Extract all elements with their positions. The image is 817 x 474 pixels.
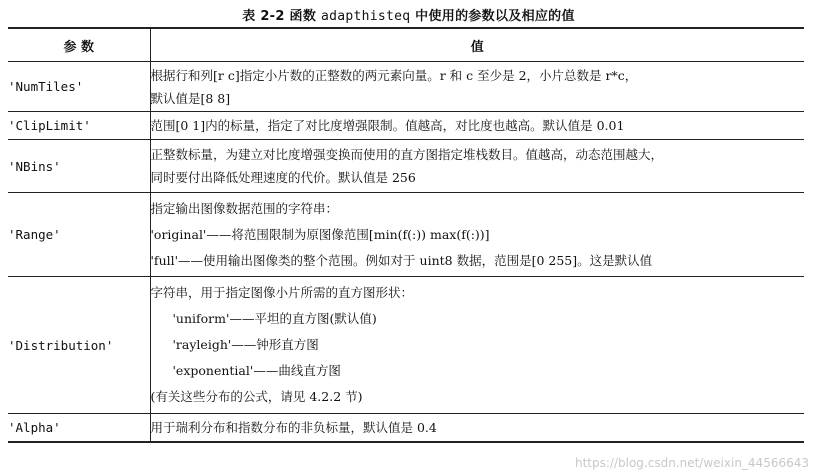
value-line: 'uniform'——平坦的直方图(默认值)	[172, 311, 377, 326]
param-value	[150, 193, 804, 277]
table-row	[8, 112, 804, 140]
header-param: 参 数	[8, 28, 150, 62]
table-row	[8, 193, 804, 277]
value-line: 'full'——使用输出图像类的整个范围。例如对于 uint8 数据，范围是[0 255]。这是默认值	[150, 252, 653, 268]
value-line: 'original'——将范围限制为原图像范围[min(f(:)) max(f(:))]	[150, 226, 490, 242]
param-value	[150, 414, 804, 442]
param-name: 'Alpha'	[8, 414, 150, 442]
param-value	[150, 62, 804, 112]
param-name: 'NumTiles'	[8, 62, 150, 112]
param-value	[150, 140, 804, 193]
table-caption	[0, 5, 817, 24]
parameters-table	[8, 27, 804, 443]
table-row	[8, 140, 804, 193]
value-line: (有关这些分布的公式，请见 4.2.2 节)	[150, 389, 363, 404]
value-line: 根据行和列[r c]指定小片数的正整数的两元素向量。r 和 c 至少是 2，小片总数是 r*c，	[150, 67, 638, 83]
table-row	[8, 62, 804, 112]
value-line: 'rayleigh'——钟形直方图	[172, 337, 319, 352]
param-name: 'Distribution'	[8, 277, 150, 414]
param-value	[150, 277, 804, 414]
table-row	[8, 414, 804, 442]
value-line: 'exponential'——曲线直方图	[172, 363, 341, 378]
value-line: 字符串，用于指定图像小片所需的直方图形状：	[150, 285, 414, 300]
value-line: 正整数标量，为建立对比度增强变换而使用的直方图指定堆栈数目。值越高，动态范围越大，	[150, 147, 664, 162]
caption-prefix: 表 2-2 函数	[242, 9, 321, 24]
watermark: https://blog.csdn.net/weixin_44566643	[574, 456, 809, 470]
param-name: 'NBins'	[8, 140, 150, 193]
param-value	[150, 112, 804, 140]
value-line: 默认值是[8 8]	[150, 90, 231, 106]
value-line: 指定输出图像数据范围的字符串：	[150, 200, 339, 216]
caption-suffix: 中使用的参数以及相应的值	[410, 9, 575, 24]
param-name: 'ClipLimit'	[8, 112, 150, 140]
value-line: 用于瑞利分布和指数分布的非负标量，默认值是 0.4	[150, 419, 437, 435]
header-value: 值	[150, 28, 804, 62]
value-line: 范围[0 1]内的标量，指定了对比度增强限制。值越高，对比度也越高。默认值是 0.01	[150, 118, 625, 133]
caption-function-name: adapthisteq	[320, 9, 411, 24]
table-header-row	[8, 28, 804, 62]
param-name: 'Range'	[8, 193, 150, 277]
table-row	[8, 277, 804, 414]
value-line: 同时要付出降低处理速度的代价。默认值是 256	[150, 170, 416, 185]
